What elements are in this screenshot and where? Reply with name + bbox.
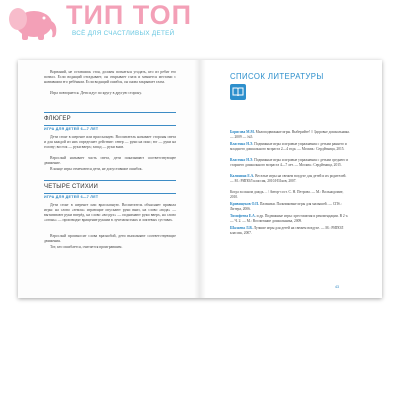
flyuger-paragraph-1: Дети стоят в шеренге или врассыпную. Воспитатель называет стороны света и для каждой из них определяет действие: север — руки на пояс; юг — руки на голову; восток — руки вверх; запад — руки вниз. xyxy=(44,135,176,149)
reference-item: Когда за окном дождь… / Автор-сост. С. Н. Петрова. — М.: Вольнодомие, 2010. xyxy=(230,190,344,199)
intro-paragraph-2: Игра повторяется. Дети идут по кругу в другую сторону. xyxy=(50,91,142,95)
reference-item: Борисова М.М. Малоподвижные игры. Выберийте! // Здоровье дошкольника. — 2009 — №5. xyxy=(230,130,350,139)
left-page xyxy=(18,60,200,298)
book-icon xyxy=(230,84,246,100)
four-elements-paragraph-1: Дети стоят в шеренге или врассыпную. Воспитатель объясняет правила игры: на слово «земля» играющие опускают руки вниз, на слово «вода» — вытягивают руки вперёд, на слово «воздух» — поднимают руки вверх, на слово «огонь» — производят вращение руками в лучезапястных и локтевых суставах. xyxy=(44,203,176,222)
section-divider xyxy=(44,125,176,126)
section-title-four-elements: ЧЕТЫРЕ СТИХИИ xyxy=(44,184,98,190)
section-divider xyxy=(44,193,176,194)
four-elements-paragraph-2: Взрослый произносит слова вразнобой, дети выполняют соответствующие движения. xyxy=(44,234,176,243)
reference-item: Шалаева Л.В. Лучшие игры для детей на свежем воздухе. — М.: РИПОЛ классик, 2007. xyxy=(230,226,344,235)
reference-item: Калинина Е.А. Веселые игры на свежем воздухе для детей и их родителей. — М.: РИПОЛ классик, 2010.Н31ков, 2007. xyxy=(230,174,347,183)
right-page xyxy=(200,60,382,298)
logo-subtitle: ВСЁ ДЛЯ СЧАСТЛИВЫХ ДЕТЕЙ xyxy=(72,30,175,37)
flyuger-paragraph-2: Взрослый называет часть света, дети показывают соответствующее движение. xyxy=(44,156,176,165)
section-subtitle-flyuger: ИГРА ДЛЯ ДЕТЕЙ 6—7 ЛЕТ xyxy=(44,127,99,131)
logo-title: ТИП ТОП xyxy=(66,0,193,30)
reference-item: Власенко Н.Э. Подвижные игры и игровые упражнения с детьми среднего и старшего дошкольного возраста 4—7 лет. — Москва.: Сердйтница, 2015. xyxy=(230,158,349,167)
reference-item: Кривощеков О.П. Пальчики. Пальчиковые игры для малышей. — СПб.: Литера, 2006. xyxy=(230,202,342,211)
section-divider xyxy=(44,112,176,113)
intro-paragraph-1: Ворваний, не оставшись стоя, должен погнаться угадать, кто из ребят его позвал. Если водящий отгадывает, он открывает глаза и меняется местами с назвавшим его ребёнком. Если водящий ошибся, он снова закрывает глаза. xyxy=(44,70,176,84)
elephant-icon xyxy=(4,4,60,40)
section-subtitle-four-elements: ИГРА ДЛЯ ДЕТЕЙ 6—7 ЛЕТ xyxy=(44,195,99,199)
site-header xyxy=(0,0,400,44)
section-title-flyuger: ФЛЮГЕР xyxy=(44,116,71,122)
literature-title: СПИСОК ЛИТЕРАТУРЫ xyxy=(230,72,324,81)
section-divider xyxy=(44,180,176,181)
flyuger-paragraph-3: В конце игры отмечаются дети, не допустившие ошибок. xyxy=(50,167,143,171)
book-spread xyxy=(18,60,382,298)
book-spine xyxy=(194,60,206,298)
four-elements-paragraph-3: Тот, кто ошибается, считается проигравшим. xyxy=(50,245,123,249)
reference-item: Тимофеева Е.А. и др. Подвижные игры: хрестоматия и рекомендации. В 2 ч. — Ч. 2. — М.: Воспитание дошкольника, 2009. xyxy=(230,214,349,223)
page-number: 43 xyxy=(335,285,339,289)
reference-item: Власенко Н.Э. Подвижные игры и игровые упражнения с детьми раннего и младшего дошкольного возраста 2—4 года. — Москва.: Сердйтница, 2015. xyxy=(230,142,347,151)
